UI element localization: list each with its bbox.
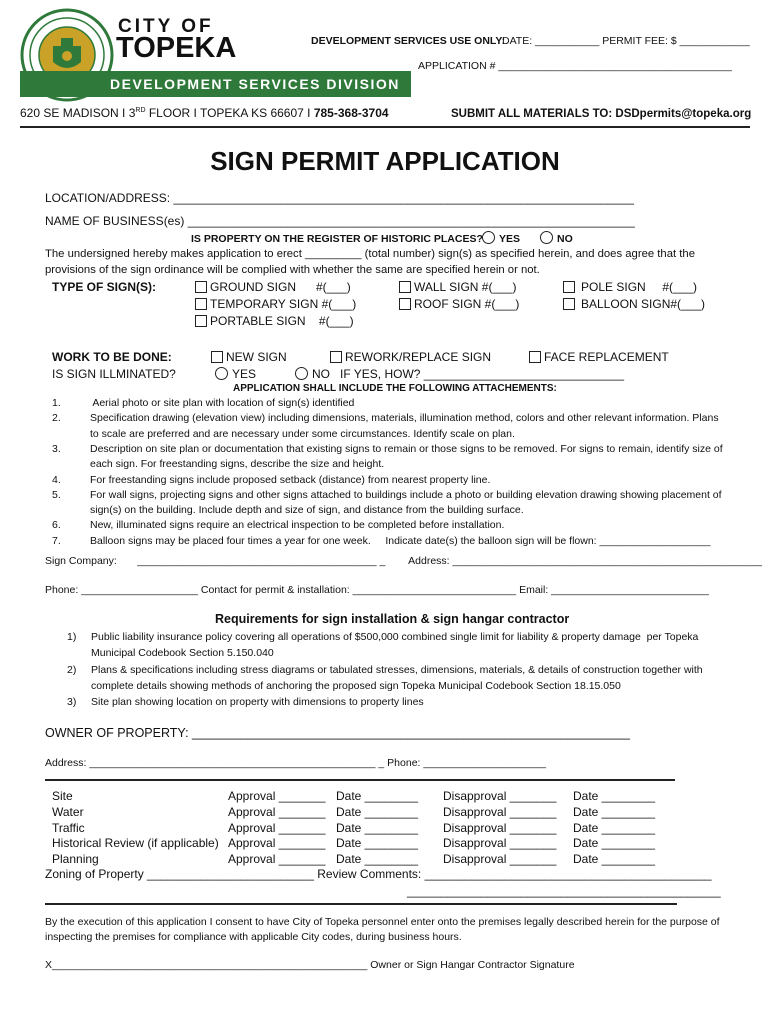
checkbox-icon	[211, 351, 223, 363]
approval-date-field[interactable]: Date ________	[336, 789, 419, 803]
approval-field[interactable]: Approval _______	[228, 852, 326, 867]
work-label: WORK TO BE DONE:	[52, 350, 172, 364]
attachment-text: For freestanding signs include proposed setback (distance) from nearest property line.	[90, 473, 491, 486]
roof-sign-label: ROOF SIGN #(___)	[414, 297, 520, 311]
location-field[interactable]: LOCATION/ADDRESS: _____________________________________________________________________	[45, 191, 634, 205]
address-sup: RD	[135, 107, 146, 114]
office-address	[20, 106, 389, 120]
disapproval-field[interactable]: Disapproval _______	[443, 789, 557, 803]
checkbox-rework-sign[interactable]	[330, 350, 491, 364]
checkbox-icon	[195, 281, 207, 293]
radio-icon	[540, 231, 553, 244]
illuminated-label: IS SIGN ILLMINATED?	[52, 367, 176, 381]
city-small: CITY OF	[118, 16, 214, 37]
attachment-number: 6.	[52, 519, 61, 532]
requirement-number: 2)	[67, 663, 77, 676]
disapproval-date-field[interactable]: Date ________	[573, 836, 656, 851]
checkbox-new-sign[interactable]	[211, 350, 287, 364]
attachment-text: Specification drawing (elevation view) including dimensions, materials, illumination method, colors and other relevant information. Plans	[90, 412, 719, 425]
attachment-number: 1.	[52, 397, 61, 409]
owner-field[interactable]: OWNER OF PROPERTY: _______________________________________________________________	[45, 726, 630, 740]
checkbox-face-replacement[interactable]	[529, 350, 669, 364]
portable-sign-label: PORTABLE SIGN #(___)	[210, 314, 354, 328]
requirement-text: Site plan showing location on property with dimensions to property lines	[91, 696, 424, 709]
checkbox-icon	[195, 315, 207, 327]
zoning-field[interactable]: Zoning of Property _________________________ Review Comments: ___________________________________________	[45, 867, 712, 881]
radio-icon	[215, 367, 228, 380]
approval-row-name: Traffic	[52, 820, 85, 835]
attachments-heading: APPLICATION SHALL INCLUDE THE FOLLOWING ATTACHEMENTS:	[233, 383, 557, 394]
checkbox-ground-sign[interactable]	[195, 280, 351, 294]
requirement-text: Plans & specifications including stress diagrams or tabulated stresses, dimensions, materials, & details of construction together with	[91, 663, 703, 676]
attachment-text: Balloon signs may be placed four times a year for one week. Indicate date(s) the balloon sign will be flown: ___________________	[90, 534, 711, 547]
checkbox-wall-sign[interactable]	[399, 280, 516, 294]
checkbox-portable-sign[interactable]	[195, 314, 354, 328]
disapproval-date-field[interactable]: Date ________	[573, 820, 656, 835]
consent-line-2: inspecting the premises for compliance with applicable City codes, during business hours.	[45, 931, 462, 943]
checkbox-balloon-sign[interactable]	[563, 297, 705, 311]
attachment-text: For wall signs, projecting signs and other signs attached to buildings include a photo or building elevation drawing showing placement of	[90, 488, 722, 501]
ground-sign-label: GROUND SIGN #(___)	[210, 280, 351, 294]
checkbox-icon	[399, 298, 411, 310]
attachment-number: 5.	[52, 488, 61, 501]
address-pre: 620 SE MADISON I 3	[20, 106, 136, 120]
approval-row-name: Water	[52, 804, 84, 819]
header-divider	[20, 126, 750, 128]
undersigned-line-1: The undersigned hereby makes application to erect _________ (total number) sign(s) as specified herein, and does agree that the	[45, 248, 695, 260]
historic-no[interactable]	[540, 231, 573, 245]
attachment-text: New, illuminated signs require an electrical inspection to be completed before installation.	[90, 519, 505, 532]
approval-row-name: Planning	[52, 852, 99, 867]
checkbox-icon	[399, 281, 411, 293]
type-of-sign-label: TYPE OF SIGN(S):	[52, 280, 157, 294]
division-banner	[20, 71, 411, 97]
checkbox-icon	[563, 298, 575, 310]
approval-row-name: Site	[52, 789, 73, 803]
requirement-text: Public liability insurance policy covering all operations of $500,000 combined single limit for liability & property damage per Topeka	[91, 631, 699, 643]
sign-company-field[interactable]: Sign Company: _________________________________________ _ Address: _____________________________________________________	[45, 555, 762, 567]
approval-row-name: Historical Review (if applicable)	[52, 836, 219, 851]
disapproval-date-field[interactable]: Date ________	[573, 789, 656, 803]
attachment-text: Aerial photo or site plan with location of sign(s) identified	[90, 397, 355, 409]
division-title: DEVELOPMENT SERVICES DIVISION	[110, 76, 400, 92]
attachment-text: Description on site plan or documentation that existing signs to remain or those signs to be removed. For signs to remain, identify size of	[90, 442, 723, 455]
new-sign-label: NEW SIGN	[226, 350, 287, 364]
approval-date-field[interactable]: Date ________	[336, 852, 419, 867]
disapproval-field[interactable]: Disapproval _______	[443, 836, 557, 851]
rework-label: REWORK/REPLACE SIGN	[345, 350, 492, 364]
approval-date-field[interactable]: Date ________	[336, 804, 419, 819]
approval-field[interactable]: Approval _______	[228, 836, 326, 851]
disapproval-date-field[interactable]: Date ________	[573, 804, 656, 819]
approval-field[interactable]: Approval _______	[228, 804, 326, 819]
disapproval-field[interactable]: Disapproval _______	[443, 804, 557, 819]
checkbox-pole-sign[interactable]	[563, 280, 697, 294]
approval-date-field[interactable]: Date ________	[336, 836, 419, 851]
address-post: FLOOR I TOPEKA KS 66607 I	[145, 106, 314, 120]
attachment-number: 2.	[52, 412, 61, 425]
approval-divider	[45, 779, 675, 781]
checkbox-icon	[563, 281, 575, 293]
pole-sign-label: POLE SIGN #(___)	[581, 280, 698, 294]
historic-no-label: NO	[557, 233, 573, 245]
attachment-text: to scale are preferred and are necessary under some circumstances. Identify scale on plan.	[90, 427, 515, 440]
disapproval-date-field[interactable]: Date ________	[573, 852, 656, 867]
illuminated-yes[interactable]	[215, 367, 256, 381]
checkbox-icon	[330, 351, 342, 363]
illuminated-no[interactable]	[295, 367, 624, 381]
application-number: APPLICATION # ________________________________________	[418, 60, 732, 72]
checkbox-temporary-sign[interactable]	[195, 297, 356, 311]
city-big: TOPEKA	[116, 32, 237, 64]
illuminated-yes-label: YES	[232, 367, 257, 381]
attachment-text: sign(s) on the building. Include depth and size of sign, and distance from the building surface.	[90, 504, 524, 517]
submit-email: SUBMIT ALL MATERIALS TO: DSDpermits@topeka.org	[451, 108, 752, 120]
business-field[interactable]: NAME OF BUSINESS(es) ___________________________________________________________________	[45, 214, 635, 228]
requirement-text: Municipal Codebook Section 5.150.040	[91, 647, 274, 660]
historic-question: IS PROPERTY ON THE REGISTER OF HISTORIC PLACES?	[191, 233, 483, 245]
historic-yes[interactable]	[482, 231, 520, 245]
radio-icon	[295, 367, 308, 380]
requirements-heading: Requirements for sign installation & sign hangar contractor	[215, 612, 570, 626]
undersigned-line-2: provisions of the sign ordinance will be complied with whether the same are specified herein or not.	[45, 264, 540, 276]
owner-address-field[interactable]: Address: _________________________________________________ _ Phone: _____________________	[45, 757, 546, 769]
signature-line[interactable]: X______________________________________________________ Owner or Sign Hangar Contractor Signature	[45, 959, 575, 971]
illuminated-no-label: NO IF YES, HOW? ______________________________	[312, 367, 625, 381]
contact-field[interactable]: Phone: ____________________ Contact for permit & installation: ____________________________ Email: ___________________________	[45, 584, 709, 596]
review-comments-line2[interactable]: _______________________________________________	[407, 884, 721, 898]
approval-field[interactable]: Approval _______	[228, 789, 326, 803]
consent-line-1: By the execution of this application I consent to have City of Topeka personnel enter onto the premises legally described herein for the purpose of	[45, 916, 720, 928]
disapproval-field[interactable]: Disapproval _______	[443, 852, 557, 867]
office-phone: 785-368-3704	[313, 106, 389, 120]
attachment-number: 3.	[52, 442, 61, 455]
dev-only-label: DEVELOPMENT SERVICES USE ONLY:	[311, 35, 506, 47]
radio-icon	[482, 231, 495, 244]
requirement-number: 3)	[67, 696, 77, 709]
date-permit-fee: DATE: ___________ PERMIT FEE: $ ____________	[502, 35, 750, 47]
review-divider	[45, 903, 677, 905]
attachment-text: each sign. For freestanding signs, describe the size and height.	[90, 458, 385, 471]
checkbox-roof-sign[interactable]	[399, 297, 519, 311]
requirement-number: 1)	[67, 631, 77, 643]
balloon-sign-label: BALLOON SIGN#(___)	[581, 297, 706, 311]
checkbox-icon	[529, 351, 541, 363]
page-title: SIGN PERMIT APPLICATION	[210, 146, 560, 176]
checkbox-icon	[195, 298, 207, 310]
attachment-number: 4.	[52, 473, 61, 486]
attachment-number: 7.	[52, 534, 61, 547]
temporary-sign-label: TEMPORARY SIGN #(___)	[210, 297, 357, 311]
wall-sign-label: WALL SIGN #(___)	[414, 280, 517, 294]
approval-date-field[interactable]: Date ________	[336, 820, 419, 835]
disapproval-field[interactable]: Disapproval _______	[443, 820, 557, 835]
face-replacement-label: FACE REPLACEMENT	[544, 350, 669, 364]
requirement-text: complete details showing methods of anchoring the proposed sign Topeka Municipal Codebook Section 18.15.050	[91, 679, 621, 692]
approval-field[interactable]: Approval _______	[228, 820, 326, 835]
historic-yes-label: YES	[499, 233, 521, 245]
